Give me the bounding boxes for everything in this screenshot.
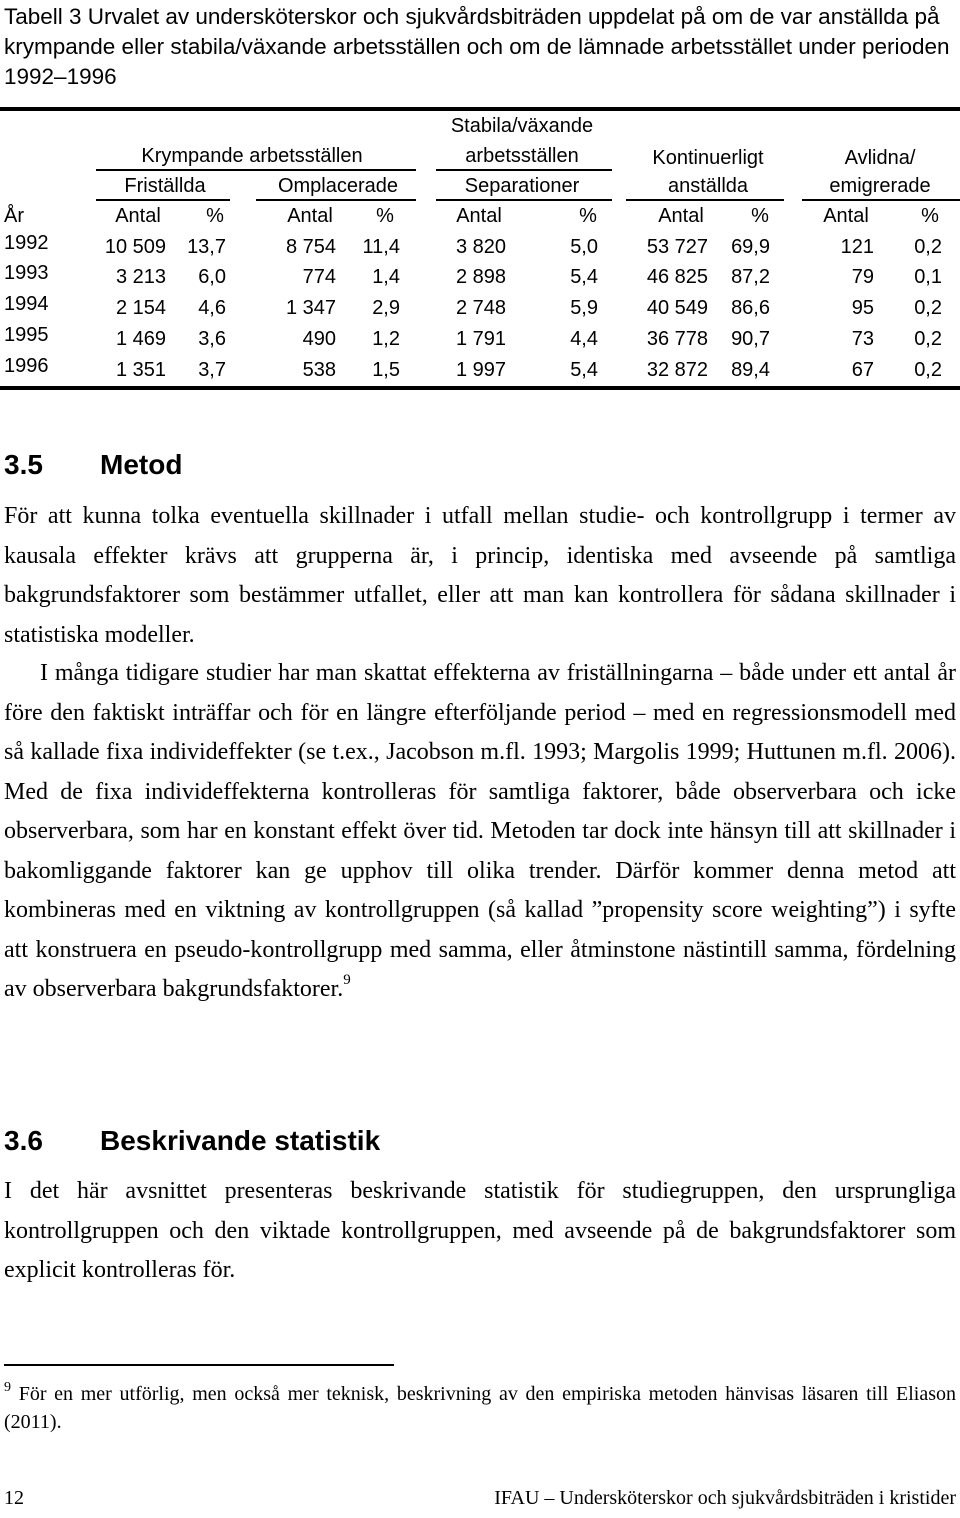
table-cell: 6,0 [198,266,226,288]
table-cell: 1 791 [455,328,506,350]
section-number: 3.6 [4,1125,43,1156]
page-number: 12 [4,1487,24,1509]
section-heading-statistik [4,1124,380,1158]
table-cell: 5,4 [570,359,598,381]
column-header: % [579,205,597,227]
table-cell: 10 509 [104,236,166,258]
table-cell: 3,6 [198,328,226,350]
table-cell: 0,2 [914,236,942,258]
table-cell: 1 347 [285,297,336,319]
table-cell: 40 549 [646,297,708,319]
table-cell: 1,5 [372,359,400,381]
table-cell: 2,9 [372,297,400,319]
table-cell: 4,6 [198,297,226,319]
table-cell: 67 [851,359,874,381]
table-cell: 36 778 [646,328,708,350]
column-header: Antal [658,205,704,227]
column-header: % [921,205,939,227]
column-header: Antal [456,205,502,227]
rule-under-stabila [436,169,612,171]
paragraph-text: I många tidigare studier har man skattat effekterna av friställningarna – både under ett antal år före den faktiskt inträffar och för en längre efterföljande period – med en regressionsmodell med så kallade fixa individeffekter (se t.ex., Jacobson m.fl. 1993; Margolis 1999; Huttunen m.fl. 2006). Med de fixa individeffekterna kontrolleras för samtliga faktorer, både observerbara och icke observerbara, som har en konstant effekt över tid. Metoden tar dock inte hänsyn till att skillnader i bakomliggande faktorer kan ge upphov till olika trender. Därför kommer denna metod att kombineras med en viktning av kontrollgruppen (så kallad ”propensity score weighting”) i syfte att konstruera en pseudo-kontrollgrupp med samma, eller åtminstone nästintill samma, fördelning av observerbara bakgrundsfaktorer. [4,660,956,1002]
table-cell: 2 154 [115,297,166,319]
table-cell: 87,2 [731,266,770,288]
subheader-separationer: Separationer [464,175,580,197]
table-cell: 2 898 [455,266,506,288]
table-cell: 95 [851,297,874,319]
column-header: % [206,205,224,227]
table-cell: 46 825 [646,266,708,288]
table-top-rule [0,107,960,111]
subheader-omplacerade: Omplacerade [277,175,399,197]
table-cell: 1 469 [115,328,166,350]
column-header: Antal [115,205,161,227]
section-heading-metod [4,448,182,482]
table-cell: 89,4 [731,359,770,381]
section-title: Metod [100,449,183,480]
table-cell: 69,9 [731,236,770,258]
table-cell: 5,9 [570,297,598,319]
rule-under-separationer [436,199,612,201]
rule-under-avlidna [802,199,960,201]
row-year-cell: 1992 [4,232,49,254]
table-cell: 90,7 [731,328,770,350]
footnote-reference: 9 [343,972,351,988]
table-cell: 774 [302,266,336,288]
table-cell: 3 213 [115,266,166,288]
rule-under-kontinuerligt [626,199,784,201]
table-cell: 3,7 [198,359,226,381]
paragraph-statistik-1 [4,1172,956,1291]
header-kontinuerligt-line1: Kontinuerligt [652,147,764,169]
column-header: Antal [287,205,333,227]
table-cell: 32 872 [646,359,708,381]
paragraph-text: I det här avsnittet presenteras beskrivande statistik för studiegruppen, den ursprungliga kontrollgruppen och den viktade kontrollgruppen, med avseende på de bakgrundsfaktorer som explicit kontrolleras för. [4,1178,956,1283]
row-year-cell: 1994 [4,293,49,315]
rule-under-omplacerade [256,199,416,201]
rule-under-fristallda [96,199,230,201]
running-title: IFAU – Undersköterskor och sjukvårdsbiträden i kristider [494,1487,956,1509]
table-cell: 0,2 [914,297,942,319]
table-cell: 0,2 [914,328,942,350]
row-year-cell: 1995 [4,324,49,346]
table-cell: 2 748 [455,297,506,319]
header-avlidna-line1: Avlidna/ [844,147,916,169]
footnote-text: För en mer utförlig, men också mer teknisk, beskrivning av den empiriska metoden hänvisas läsaren till Eliason (2011). [4,1383,957,1433]
table-caption: Tabell 3 Urvalet av undersköterskor och sjukvårdsbiträden uppdelat på om de var anställda på krympande eller stabila/växande arbetsställen och om de lämnade arbetsstället under perioden 1992–1996 [4,4,950,89]
header-stabila-line2: arbetsställen [465,145,579,167]
column-header: % [751,205,769,227]
table-cell: 11,4 [362,236,400,258]
column-header: År [4,205,24,227]
header-krympande: Krympande arbetsställen [141,145,363,167]
table-cell: 0,2 [914,359,942,381]
table-cell: 5,4 [570,266,598,288]
table-cell: 1 351 [115,359,166,381]
table-cell: 73 [851,328,874,350]
row-year-cell: 1993 [4,262,49,284]
table-cell: 53 727 [646,236,708,258]
column-header: % [376,205,394,227]
table-cell: 538 [302,359,336,381]
table-cell: 121 [840,236,874,258]
section-number: 3.5 [4,449,43,480]
table-cell: 0,1 [914,266,942,288]
paragraph-text: För att kunna tolka eventuella skillnader i utfall mellan studie- och kontrollgrupp i termer av kausala effekter krävs att grupperna är, i princip, identiska med avseende på samtliga bakgrundsfaktorer som bestämmer utfallet, eller att man kan kontrollera för sådana skillnader i statistiska modeller. [4,503,956,648]
footnote [4,1380,956,1436]
table-cell: 8 754 [285,236,336,258]
header-stabila-line1: Stabila/växande [450,115,594,137]
column-header: Antal [823,205,869,227]
table-bottom-rule [0,386,960,390]
table-cell: 13,7 [187,236,226,258]
subheader-fristallda: Friställda [124,175,206,197]
rule-under-krympande [96,169,416,171]
header-avlidna-line2: emigrerade [829,175,931,197]
table-cell: 1 997 [455,359,506,381]
table-cell: 4,4 [570,328,598,350]
table-cell: 490 [302,328,336,350]
footnote-number: 9 [4,1380,11,1395]
table-cell: 5,0 [570,236,598,258]
row-year-cell: 1996 [4,355,49,377]
table-cell: 86,6 [731,297,770,319]
data-table [0,102,960,392]
table-cell: 3 820 [455,236,506,258]
footnote-separator [4,1364,394,1366]
header-kontinuerligt-line2: anställda [667,175,749,197]
table-cell: 1,2 [372,328,400,350]
paragraph-metod-2 [4,654,956,1010]
table-cell: 79 [851,266,874,288]
paragraph-metod-1 [4,497,956,655]
section-title: Beskrivande statistik [100,1125,381,1156]
table-cell: 1,4 [372,266,400,288]
